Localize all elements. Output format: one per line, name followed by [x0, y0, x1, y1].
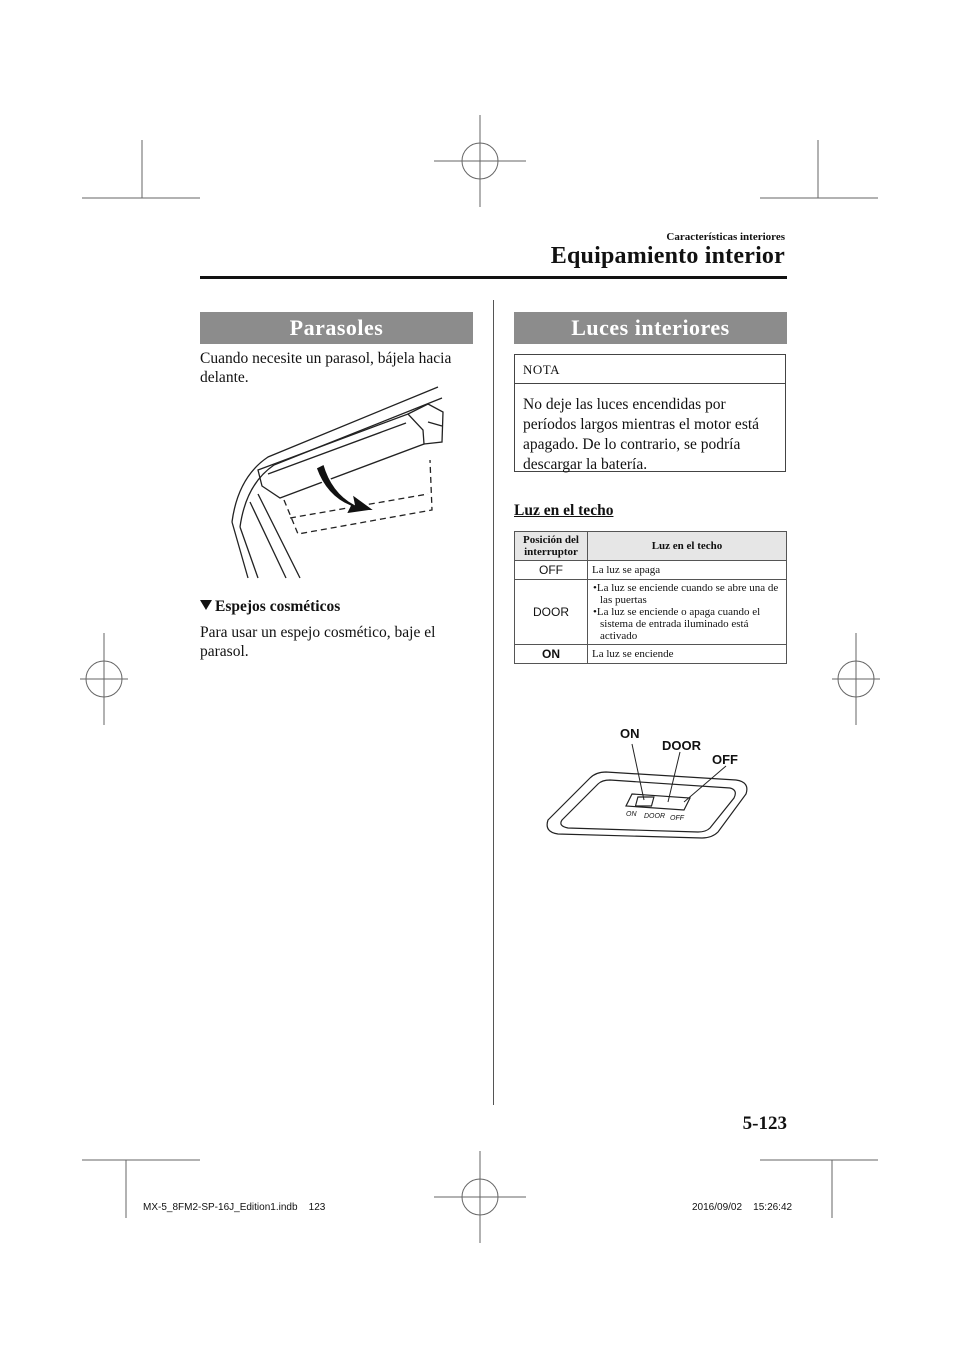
switch-label-on: ON — [626, 811, 637, 818]
row-description: La luz se apaga — [588, 561, 787, 580]
switch-position-table — [514, 531, 787, 664]
callout-door: DOOR — [662, 738, 701, 753]
table-header-row — [515, 532, 787, 561]
roof-light-diagram — [540, 722, 760, 842]
mirror-heading: Espejos cosméticos — [200, 598, 340, 616]
header-rule — [200, 276, 787, 279]
table-row — [515, 580, 787, 645]
column-divider — [493, 300, 494, 1105]
sunvisor-illustration — [228, 382, 450, 582]
note-text: No deje las luces encendidas por períodos largos mientras el motor está apagado. De lo contrario, se podría descargar la batería. — [523, 396, 760, 473]
switch-label-door: DOOR — [644, 813, 665, 820]
footer-timestamp: 2016/09/02 15:26:42 — [692, 1202, 793, 1213]
switch-label-off: OFF — [670, 815, 684, 822]
row-description: La luz se enciende — [588, 645, 787, 664]
page-number: 5-123 — [742, 1113, 787, 1134]
table-header: Luz en el techo — [588, 532, 787, 561]
callout-on: ON — [620, 726, 640, 741]
callout-off: OFF — [712, 752, 738, 767]
note-title: NOTA — [523, 362, 561, 377]
switch-position: OFF — [515, 561, 588, 580]
table-row — [515, 645, 787, 664]
table-header: Posición del interruptor — [515, 532, 588, 561]
luces-banner: Luces interiores — [514, 312, 787, 344]
footer-file: MX-5_8FM2-SP-16J_Edition1.indb 123 — [143, 1202, 326, 1213]
switch-position: ON — [515, 645, 588, 664]
switch-position: DOOR — [515, 580, 588, 645]
section-label: Características interiores — [666, 231, 785, 243]
mirror-text: Para usar un espejo cosmético, baje el parasol. — [200, 624, 436, 660]
table-row — [515, 561, 787, 580]
roof-light-heading: Luz en el techo — [514, 502, 614, 519]
parasoles-intro: Cuando necesite un parasol, bájela hacia delante. — [200, 350, 452, 386]
row-description: •La luz se enciende cuando se abre una de las puertas •La luz se enciende o apaga cuando el sistema de entrada iluminado está activado — [588, 580, 787, 645]
note-divider — [514, 383, 786, 384]
triangle-down-icon — [200, 600, 212, 610]
parasoles-banner: Parasoles — [200, 312, 473, 344]
page-title: Equipamiento interior — [550, 243, 785, 269]
